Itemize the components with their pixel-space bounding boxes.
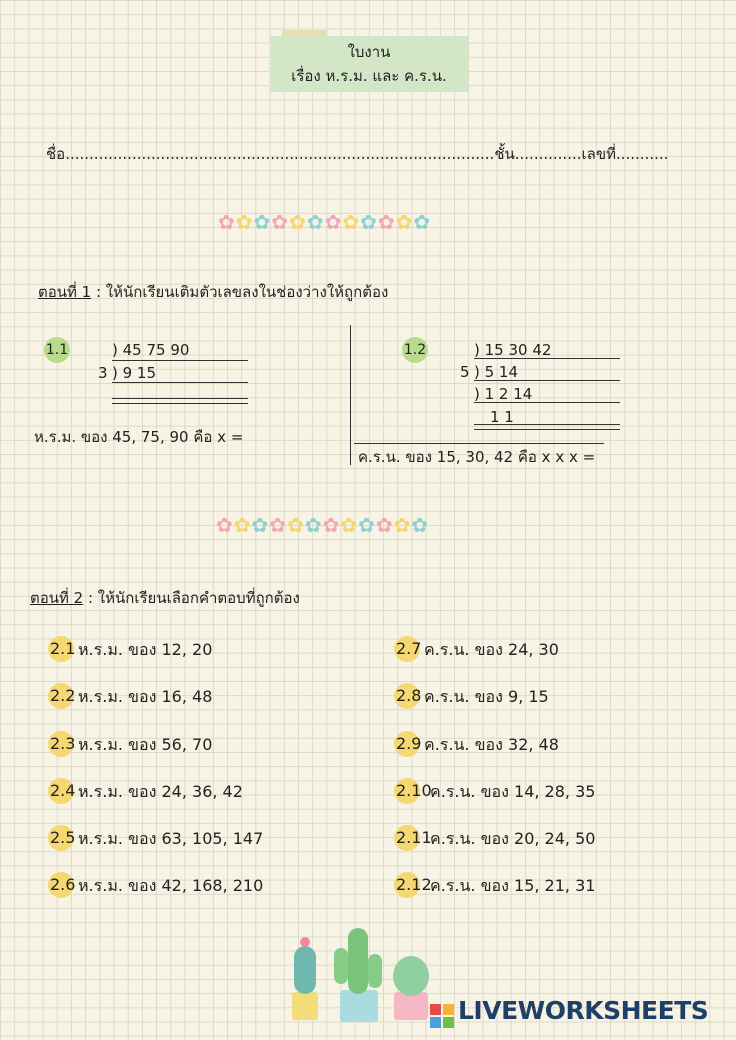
q2-8-badge: 2.8 bbox=[394, 683, 420, 709]
flower-divider-top bbox=[218, 210, 431, 234]
section2-label: ตอนที่ 2 bbox=[30, 589, 84, 607]
flower-icon: ✿ bbox=[218, 210, 236, 234]
flower-icon: ✿ bbox=[375, 513, 394, 537]
section1-label: ตอนที่ 1 bbox=[38, 283, 92, 301]
q2-4-badge: 2.4 bbox=[48, 778, 74, 804]
q2-1-text: ห.ร.ม. ของ 12, 20 bbox=[78, 640, 213, 659]
q2-1-badge: 2.1 bbox=[48, 636, 74, 662]
flower-icon: ✿ bbox=[253, 210, 272, 234]
q2-3-text: ห.ร.ม. ของ 56, 70 bbox=[78, 735, 213, 754]
flower-icon: ✿ bbox=[324, 210, 343, 234]
q1-1-row2: ) 9 15 bbox=[112, 364, 157, 382]
flower-icon: ✿ bbox=[271, 210, 290, 234]
q1-2-row4: 1 1 bbox=[490, 408, 514, 426]
flower-icon: ✿ bbox=[340, 513, 359, 537]
flower-icon: ✿ bbox=[342, 210, 361, 234]
q2-4-text: ห.ร.ม. ของ 24, 36, 42 bbox=[78, 782, 243, 801]
q1-2-line5 bbox=[474, 429, 620, 430]
q1-1-row1: ) 45 75 90 bbox=[112, 341, 190, 359]
flower-icon: ✿ bbox=[216, 513, 234, 537]
q1-1-answer: ห.ร.ม. ของ 45, 75, 90 คือ x = bbox=[34, 428, 244, 446]
q2-5-badge: 2.5 bbox=[48, 825, 74, 851]
q2-5-text: ห.ร.ม. ของ 63, 105, 147 bbox=[78, 829, 264, 848]
q1-2-line3 bbox=[474, 402, 620, 403]
flower-icon: ✿ bbox=[287, 513, 305, 537]
q2-2-text: ห.ร.ม. ของ 16, 48 bbox=[78, 687, 213, 706]
section1-divider bbox=[350, 325, 351, 465]
q2-7-text: ค.ร.น. ของ 24, 30 bbox=[424, 640, 559, 659]
q1-2-line4 bbox=[474, 424, 620, 425]
liveworksheets-logo: LIVEWORKSHEETS bbox=[458, 996, 709, 1025]
q1-1-line4 bbox=[112, 403, 248, 404]
flower-icon: ✿ bbox=[413, 210, 432, 234]
q1-1-line3 bbox=[112, 398, 248, 399]
q1-2-row3: ) 1 2 14 bbox=[474, 385, 533, 403]
q2-12-text: ค.ร.น. ของ 15, 21, 31 bbox=[430, 876, 596, 895]
q2-11-text: ค.ร.น. ของ 20, 24, 50 bbox=[430, 829, 596, 848]
title-box bbox=[270, 36, 468, 92]
flower-icon: ✿ bbox=[289, 210, 307, 234]
cactus-right bbox=[393, 956, 429, 996]
flower-icon: ✿ bbox=[395, 210, 414, 234]
flower-icon: ✿ bbox=[322, 513, 341, 537]
q2-6-text: ห.ร.ม. ของ 42, 168, 210 bbox=[78, 876, 264, 895]
cactus-flower bbox=[300, 937, 310, 947]
flower-icon: ✿ bbox=[377, 210, 396, 234]
flower-icon: ✿ bbox=[393, 513, 412, 537]
q1-2-row1: ) 15 30 42 bbox=[474, 341, 552, 359]
cactus-left bbox=[294, 946, 316, 994]
cactus-middle bbox=[348, 928, 368, 994]
section2-title bbox=[30, 586, 300, 610]
page-title: ใบงาน bbox=[347, 43, 391, 61]
cactus-pot-right bbox=[394, 992, 428, 1020]
q1-2-row2: ) 5 14 bbox=[474, 363, 519, 381]
q2-9-badge: 2.9 bbox=[394, 731, 420, 757]
flower-icon: ✿ bbox=[360, 210, 378, 234]
q2-3-badge: 2.3 bbox=[48, 731, 74, 757]
section1-title bbox=[38, 280, 388, 304]
cactus-pot-left bbox=[292, 992, 318, 1020]
q2-10-badge: 2.10 bbox=[394, 778, 420, 804]
q2-6-badge: 2.6 bbox=[48, 872, 74, 898]
q1-1-badge: 1.1 bbox=[44, 337, 70, 363]
q2-8-text: ค.ร.น. ของ 9, 15 bbox=[424, 687, 549, 706]
cactus-arm-left bbox=[334, 948, 348, 984]
cactus-arm-right bbox=[368, 954, 382, 988]
q1-1-row2-divisor: 3 bbox=[98, 364, 108, 382]
q1-2-row2-divisor: 5 bbox=[460, 363, 470, 381]
q1-1-line2 bbox=[112, 382, 248, 383]
flower-icon: ✿ bbox=[251, 513, 270, 537]
cactus-pot-middle bbox=[340, 990, 378, 1022]
q1-2-answer-rule bbox=[354, 443, 604, 444]
q1-1-line1 bbox=[112, 360, 248, 361]
q2-10-text: ค.ร.น. ของ 14, 28, 35 bbox=[430, 782, 596, 801]
section2-instruction: : ให้นักเรียนเลือกคำตอบที่ถูกต้อง bbox=[83, 589, 300, 607]
page-subtitle: เรื่อง ห.ร.ม. และ ค.ร.น. bbox=[291, 67, 447, 85]
student-info-line: ชื่อ..........................................................................................ชั้น..............เลขที่........... bbox=[46, 145, 669, 163]
q2-9-text: ค.ร.น. ของ 32, 48 bbox=[424, 735, 559, 754]
q2-7-badge: 2.7 bbox=[394, 636, 420, 662]
flower-icon: ✿ bbox=[411, 513, 430, 537]
flower-icon: ✿ bbox=[306, 210, 325, 234]
q2-12-badge: 2.12 bbox=[394, 872, 420, 898]
flower-icon: ✿ bbox=[358, 513, 376, 537]
liveworksheets-logo-icon bbox=[430, 1004, 454, 1028]
flower-divider-middle bbox=[216, 513, 429, 537]
flower-icon: ✿ bbox=[235, 210, 254, 234]
flower-icon: ✿ bbox=[304, 513, 323, 537]
q1-2-answer: ค.ร.น. ของ 15, 30, 42 คือ x x x = bbox=[358, 448, 596, 466]
q1-2-badge: 1.2 bbox=[402, 337, 428, 363]
flower-icon: ✿ bbox=[269, 513, 288, 537]
q1-2-line2 bbox=[474, 380, 620, 381]
section1-instruction: : ให้นักเรียนเติมตัวเลขลงในช่องว่างให้ถูกต้อง bbox=[91, 283, 389, 301]
q2-11-badge: 2.11 bbox=[394, 825, 420, 851]
flower-icon: ✿ bbox=[233, 513, 252, 537]
q2-2-badge: 2.2 bbox=[48, 683, 74, 709]
cactus-illustration-icon bbox=[282, 920, 442, 1030]
q1-2-line1 bbox=[474, 358, 620, 359]
